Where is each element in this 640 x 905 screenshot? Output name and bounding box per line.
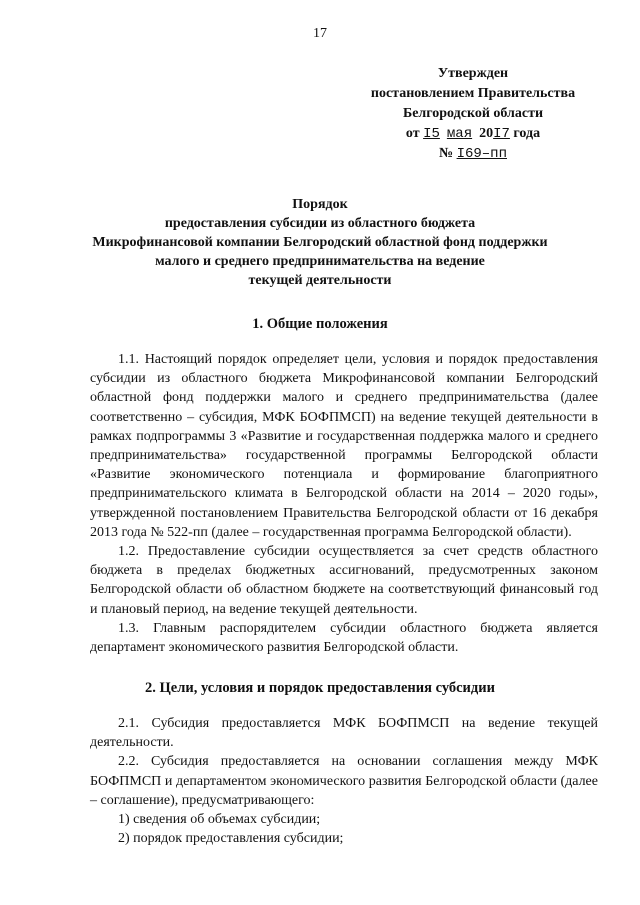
approval-stamp	[344, 64, 602, 164]
approval-number-line	[344, 144, 602, 164]
page-number: 17	[313, 26, 327, 41]
document-title	[70, 195, 570, 290]
approval-month: мая	[446, 126, 473, 142]
approval-year-suffix: I7	[493, 126, 510, 142]
paragraph-1-3: 1.3. Главным распорядителем субсидии областного бюджета является департамент экономического развития Белгородской области.	[90, 620, 598, 656]
title-line-4: малого и среднего предпринимательства на ведение	[155, 254, 485, 269]
paragraph-2-1: 2.1. Субсидия предоставляется МФК БОФПМСП на ведение текущей деятельности.	[90, 716, 598, 751]
section-2-body	[90, 714, 598, 848]
year-prefix: 20	[479, 126, 494, 141]
approval-date-line	[344, 124, 602, 144]
approval-line-3: Белгородской области	[402, 106, 544, 121]
approval-number: I69–пп	[456, 146, 507, 162]
section-1-heading: 1. Общие положения	[252, 316, 388, 332]
section-2-heading: 2. Цели, условия и порядок предоставления субсидии	[145, 680, 495, 696]
title-line-5: текущей деятельности	[248, 273, 392, 288]
title-line-1: Порядок	[292, 197, 348, 212]
approval-day: I5	[423, 126, 440, 142]
paragraph-2-2: 2.2. Субсидия предоставляется на основании соглашения между МФК БОФПМСП и департаментом экономического развития Белгородской области (далее – соглашение), предусматривающего:	[90, 754, 598, 808]
paragraph-1-2: 1.2. Предоставление субсидии осуществляется за счет средств областного бюджета в пределах бюджетных ассигнований, предусмотренных законом Белгородской области об областном бюджете на соответствующий финансовый год и плановый период, на ведение текущей деятельности.	[90, 544, 598, 617]
list-item-2: 2) порядок предоставления субсидии;	[118, 831, 344, 847]
approval-line-1: Утвержден	[437, 66, 509, 81]
section-1-body	[90, 350, 598, 657]
title-line-3: Микрофинансовой компании Белгородский областной фонд поддержки	[92, 235, 548, 250]
number-prefix: №	[439, 146, 454, 161]
paragraph-1-1: 1.1. Настоящий порядок определяет цели, условия и порядок предоставления субсидии из областного бюджета Микрофинансовой компании Белгородский областной фонд поддержки малого и среднего предпринимательства (далее соответственно – субсидия, МФК БОФПМСП) на ведение текущей деятельности в рамках подпрограммы 3 «Развитие и государственная поддержка малого и среднего предпринимательства» государственной программы Белгородской области «Развитие экономического потенциала и формирование благоприятного предпринимательского климата в Белгородской области на 2014 – 2020 годы», утвержденной постановлением Правительства Белгородской области от 16 декабря 2013 года № 522-пп (далее – государственная программа Белгородской области).	[90, 352, 598, 540]
title-line-2: предоставления субсидии из областного бюджета	[164, 216, 476, 231]
date-suffix: года	[513, 126, 541, 141]
list-item-1: 1) сведения об объемах субсидии;	[118, 812, 321, 828]
date-prefix: от	[405, 126, 420, 141]
approval-line-2: постановлением Правительства	[370, 86, 576, 101]
